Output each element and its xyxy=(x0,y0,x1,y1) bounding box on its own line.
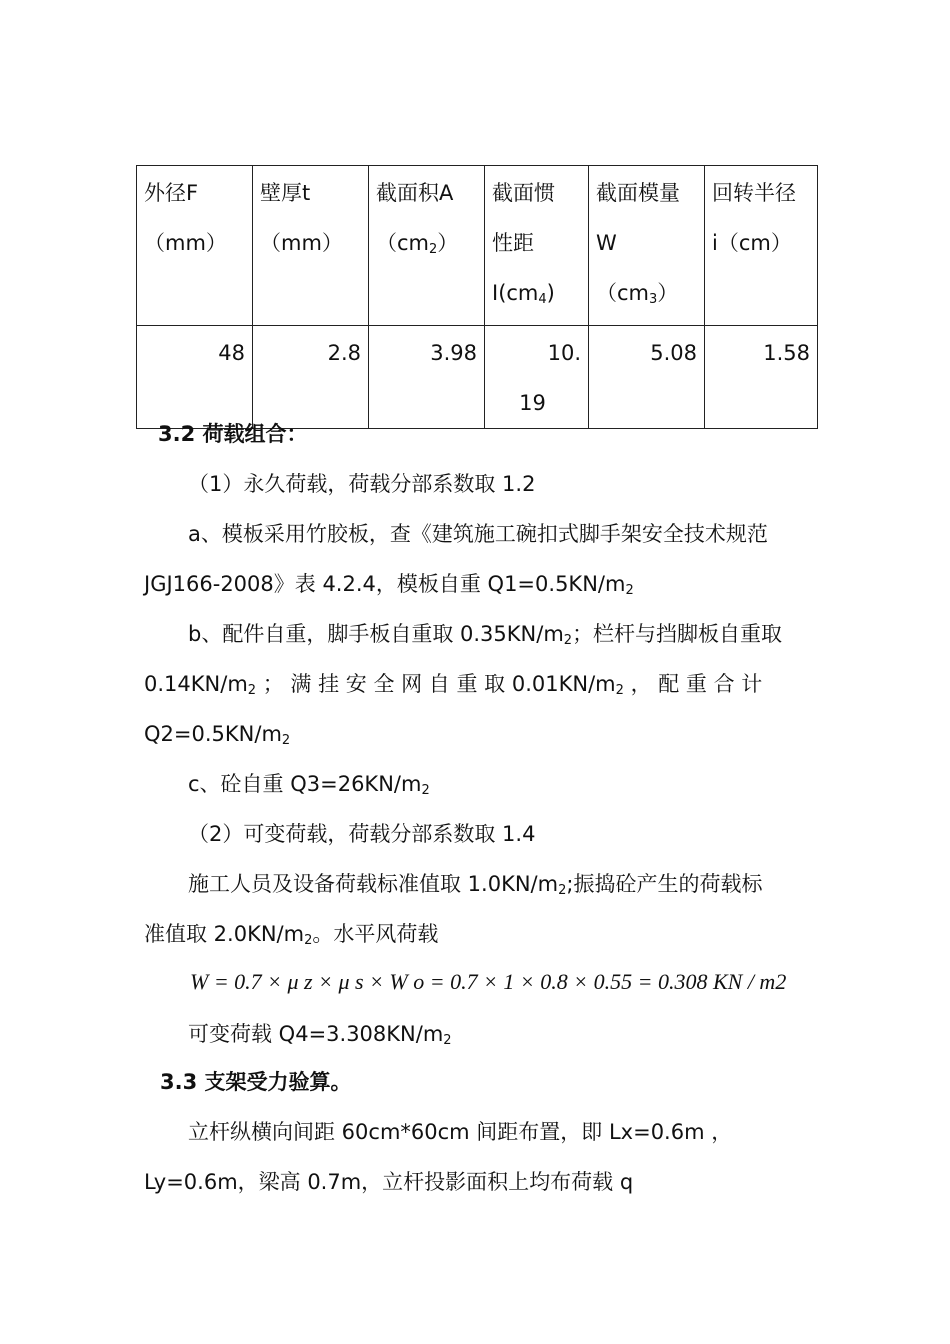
value-wall-thickness: 2.8 xyxy=(253,326,369,429)
value-section-modulus: 5.08 xyxy=(589,326,705,429)
wind-load-formula: W = 0.7 × μ z × μ s × W o = 0.7 × 1 × 0.8 × 0.55 = 0.308 KN / m2 xyxy=(190,969,787,994)
support-spacing-line-1: 立杆纵横向间距 60cm*60cm 间距布置，即 Lx=0.6m ， xyxy=(188,1120,733,1144)
construction-load-line-2: 准值取 $2.0KN/m_2$。水平风荷载 xyxy=(144,922,439,948)
header-outer-diameter: 外径F （mm） xyxy=(137,166,253,326)
value-outer-diameter: 48 xyxy=(137,326,253,429)
permanent-load-line: （1）永久荷载，荷载分部系数取 1.2 xyxy=(188,472,536,496)
section-3-3-title: 3.3 支架受力验算。 xyxy=(160,1070,352,1094)
section-3-2-title: 3.2 荷载组合： xyxy=(158,422,308,446)
steel-pipe-spec-table xyxy=(136,165,818,429)
support-spacing-line-2: Ly=0.6m，梁高 0.7m，立杆投影面积上均布荷载 q xyxy=(144,1170,634,1194)
table-header-row xyxy=(137,166,818,326)
fittings-line-3: $Q2=0.5KN/m_2$ xyxy=(144,722,291,748)
header-section-modulus: 截面模量 $W(cm_3)$ xyxy=(589,166,705,326)
fittings-line-2: $0.14KN/m_2$ ； 满 挂 安 全 网 自 重 取 $0.01KN/m_2$ ， 配 重 合 计 xyxy=(144,672,763,698)
fittings-line-1: b、配件自重，脚手板自重取 $0.35KN/m_2$；栏杆与挡脚板自重取 xyxy=(188,622,783,648)
formwork-line-2: JGJ166-2008》表 4.2.4，模板自重 $Q1=0.5KN/m_2$ xyxy=(144,572,634,598)
value-radius-of-gyration: 1.58 xyxy=(705,326,818,429)
header-moment-of-inertia: 截面惯 性距 $I(cm_4)$ xyxy=(485,166,589,326)
header-radius-of-gyration: 回转半径 i（cm） xyxy=(705,166,818,326)
variable-load-line: （2）可变荷载，荷载分部系数取 1.4 xyxy=(188,822,536,846)
header-section-area: 截面积A $(cm_2)$ xyxy=(369,166,485,326)
concrete-weight-line: c、砼自重 $Q3=26KN/m_2$ xyxy=(188,772,430,798)
value-moment-of-inertia: 10. 19 xyxy=(485,326,589,429)
header-wall-thickness: 壁厚t （mm） xyxy=(253,166,369,326)
formwork-line-1: a、模板采用竹胶板，查《建筑施工碗扣式脚手架安全技术规范 xyxy=(188,522,768,546)
construction-load-line-1: 施工人员及设备荷载标准值取 $1.0KN/m_2$;振捣砼产生的荷载标 xyxy=(188,872,763,898)
value-section-area: 3.98 xyxy=(369,326,485,429)
variable-load-total-line: 可变荷载 $Q4=3.308KN/m_2$ xyxy=(188,1022,452,1048)
